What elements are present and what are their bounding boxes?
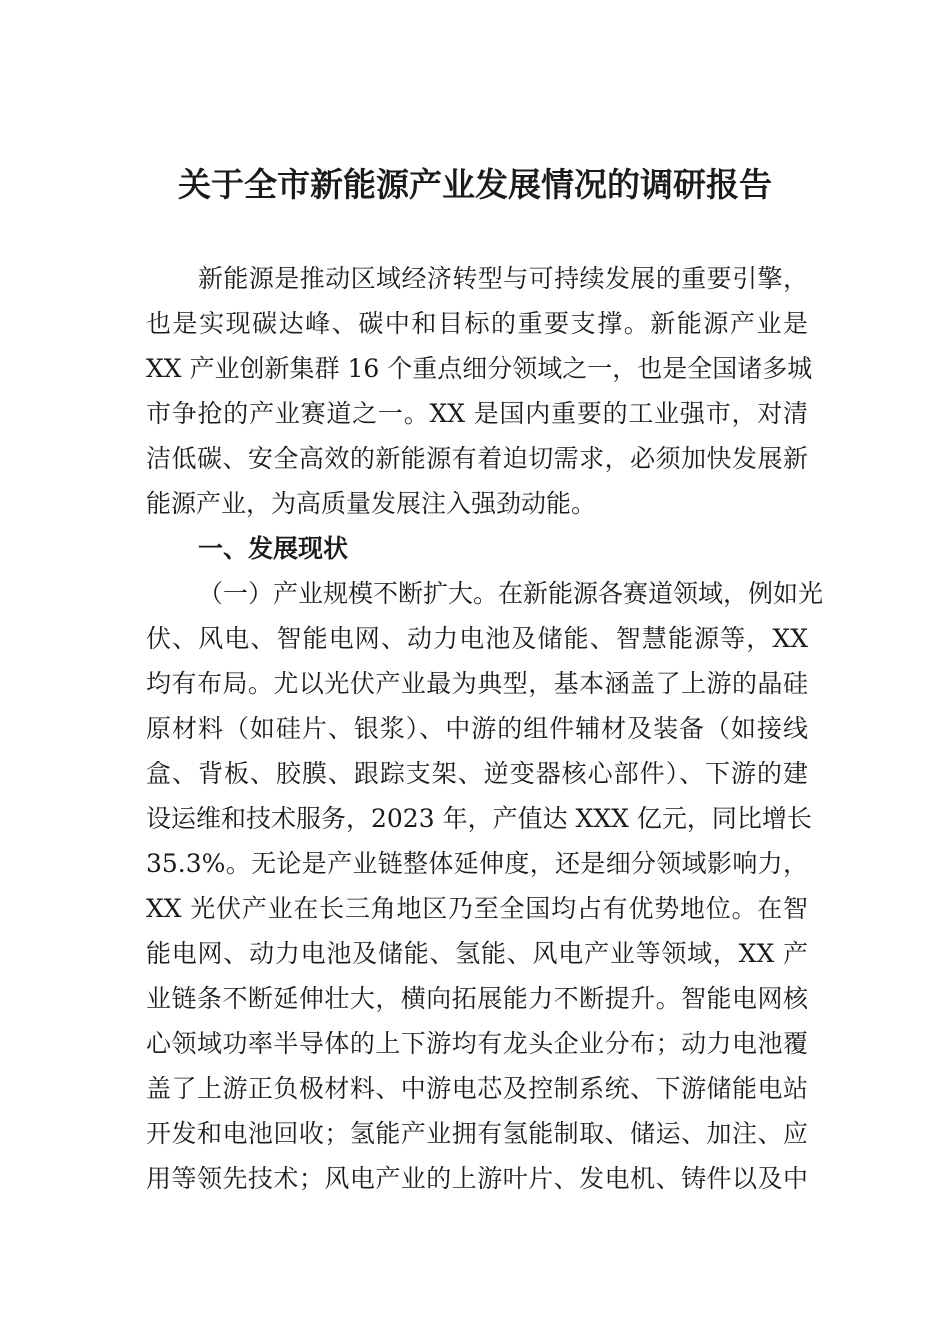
text-line: 洁低碳、安全高效的新能源有着迫切需求，必须加快发展新 (146, 444, 808, 473)
text-line: 能电网、动力电池及储能、氢能、风电产业等领域，XX 产 (146, 939, 808, 968)
text-line: 开发和电池回收；氢能产业拥有氢能制取、储运、加注、应 (146, 1119, 808, 1148)
text-line: 用等领先技术；风电产业的上游叶片、发电机、铸件以及中 (146, 1164, 808, 1193)
text-line: 35.3%。无论是产业链整体延伸度，还是细分领域影响力， (146, 849, 808, 878)
text-line: 原材料（如硅片、银浆）、中游的组件辅材及装备（如接线 (146, 714, 808, 743)
text-line: 市争抢的产业赛道之一。XX 是国内重要的工业强市，对清 (146, 399, 808, 428)
text-line: 能源产业，为高质量发展注入强劲动能。 (146, 489, 597, 518)
text-line: 盒、背板、胶膜、跟踪支架、逆变器核心部件）、下游的建 (146, 759, 808, 788)
text-line: 均有布局。尤以光伏产业最为典型，基本涵盖了上游的晶硅 (146, 669, 808, 698)
text-line: 新能源是推动区域经济转型与可持续发展的重要引擎， (198, 264, 808, 293)
section-heading: 一、发展现状 (198, 534, 349, 563)
text-line: XX 光伏产业在长三角地区乃至全国均占有优势地位。在智 (146, 894, 808, 923)
text-line: 盖了上游正负极材料、中游电芯及控制系统、下游储能电站 (146, 1074, 808, 1103)
text-line: （一）产业规模不断扩大。在新能源各赛道领域，例如光 (198, 579, 824, 608)
text-line: 心领域功率半导体的上下游均有龙头企业分布；动力电池覆 (146, 1029, 808, 1058)
paragraph-intro (146, 256, 813, 526)
text-line: 设运维和技术服务，2023 年，产值达 XXX 亿元，同比增长 (146, 804, 812, 833)
document-body (146, 256, 824, 1201)
text-line: 伏、风电、智能电网、动力电池及储能、智慧能源等，XX (146, 624, 808, 653)
text-line: XX 产业创新集群 16 个重点细分领域之一，也是全国诸多城 (146, 354, 813, 383)
text-line: 也是实现碳达峰、碳中和目标的重要支撑。新能源产业是 (146, 309, 808, 338)
text-line: 业链条不断延伸壮大，横向拓展能力不断提升。智能电网核 (146, 984, 808, 1013)
paragraph-industry-scale (146, 571, 824, 1201)
document-title: 关于全市新能源产业发展情况的调研报告 (178, 165, 772, 204)
